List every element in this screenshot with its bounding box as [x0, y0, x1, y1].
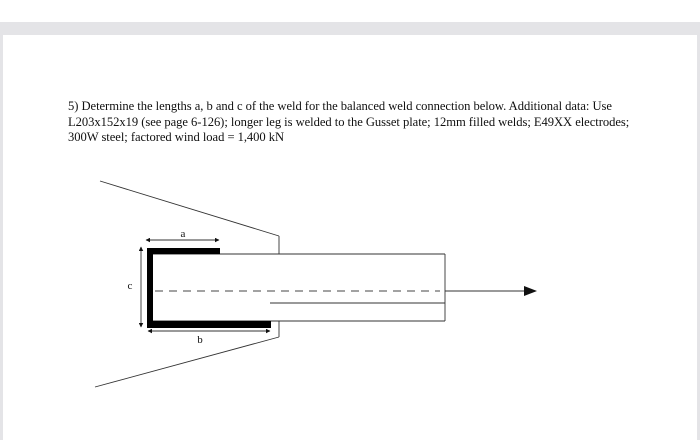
gusset-plate	[95, 181, 279, 387]
angle-member	[152, 254, 445, 321]
gusset-bottom-edge	[95, 337, 279, 387]
load-arrow-icon	[524, 286, 537, 296]
weld-c	[147, 248, 153, 328]
weld-b	[147, 321, 271, 328]
weld-a	[152, 248, 220, 254]
label-c: c	[127, 280, 133, 292]
label-b: b	[197, 334, 203, 346]
question-text: 5) Determine the lengths a, b and c of the weld for the balanced weld connection below. Additional data: Use L203x152x19 (see page 6-126); longer leg is welded to the Gusset plate; 12mm filled welds; E49XX electrodes; 300W steel; factored wind load = 1,400 kN	[68, 99, 630, 144]
gusset-top-edge	[100, 181, 279, 236]
label-a: a	[180, 228, 186, 240]
